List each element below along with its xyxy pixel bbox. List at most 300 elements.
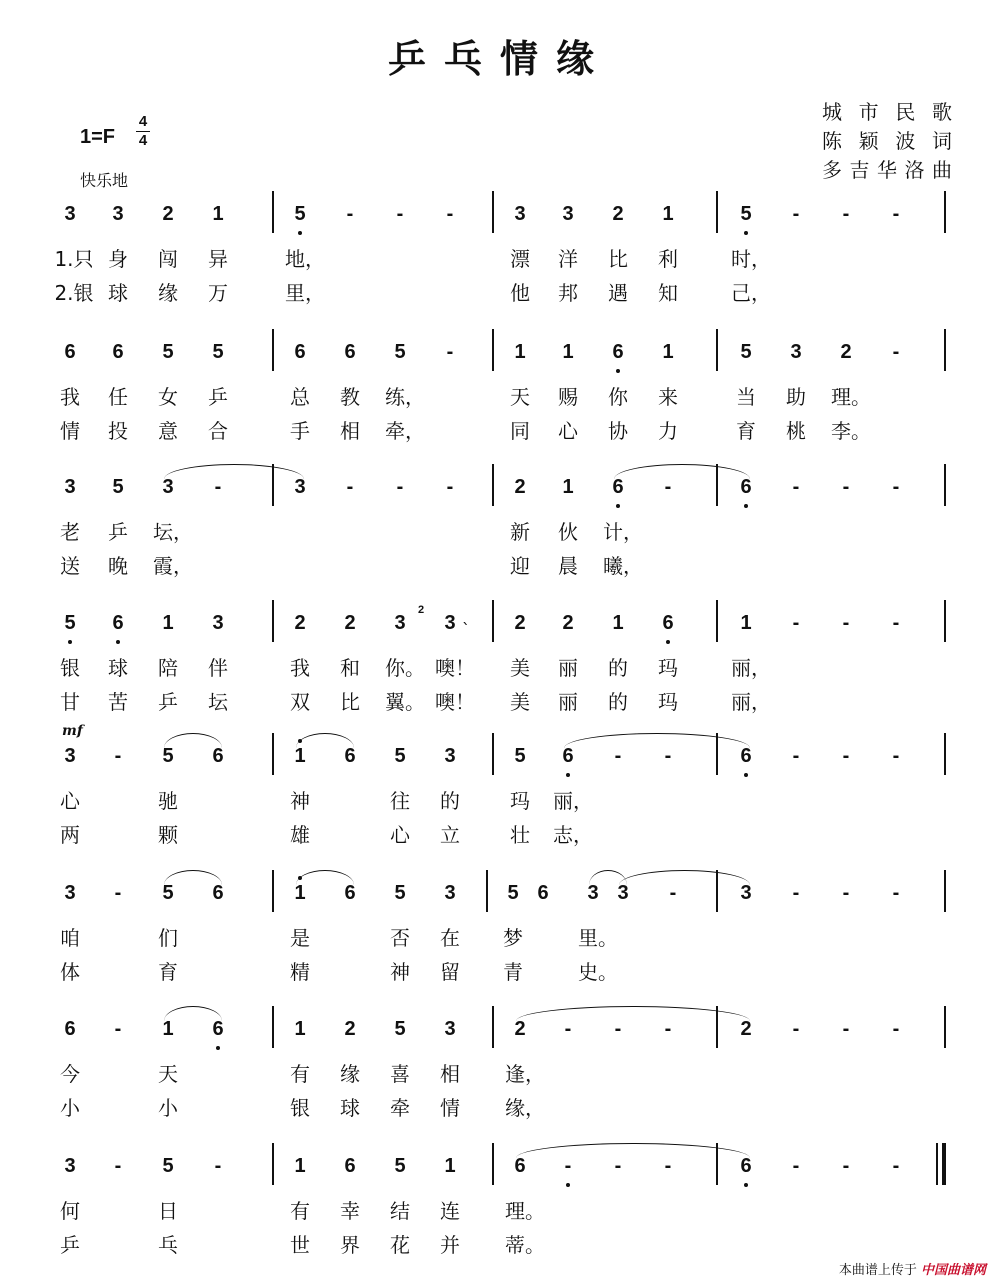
lyric-syllable: 壮 [510, 823, 530, 847]
lyric-syllable: 牵， [385, 419, 425, 443]
note: - [892, 1018, 900, 1040]
lyric-syllable: 坛 [208, 690, 228, 714]
note: 5 [58, 612, 82, 635]
note: 2 [294, 612, 306, 634]
note: 5 [162, 745, 174, 767]
lyric-syllable: 美 [510, 656, 530, 680]
barline [492, 464, 494, 506]
lyric-syllable: 计， [603, 520, 643, 544]
lyric-syllable: 时， [731, 247, 771, 271]
lyric-syllable: 教 [340, 385, 360, 409]
lyric-syllable: 噢！ [435, 690, 475, 714]
note: 6 [112, 341, 124, 363]
lyric-syllable: 坛， [153, 520, 193, 544]
lyric-syllable: 缘， [505, 1096, 545, 1120]
score-row [0, 604, 1000, 722]
tie [516, 1006, 750, 1021]
lyric-syllable: 缘 [340, 1062, 360, 1086]
note: 3 [64, 476, 76, 498]
barline [944, 464, 946, 506]
note: 5 [288, 203, 312, 226]
lyric-syllable: 2.银 [54, 281, 94, 305]
note: 1 [562, 341, 574, 363]
note: 6 [64, 1018, 76, 1040]
note: 2 [514, 612, 526, 634]
lyric-syllable: 留 [440, 960, 460, 984]
note: - [842, 203, 850, 225]
lyric-syllable: 练， [385, 385, 425, 409]
lyric-syllable: 的 [608, 656, 628, 680]
lyric-syllable: 两 [60, 823, 80, 847]
grace-note: 2 [418, 604, 425, 616]
barline [272, 329, 274, 371]
note: 5 [394, 1018, 406, 1040]
barline [272, 1143, 274, 1185]
lyric-syllable: 丽 [558, 690, 578, 714]
lyric-syllable: 小 [60, 1096, 80, 1120]
tie [164, 733, 222, 748]
note: 6 [656, 612, 680, 635]
note: 1 [514, 341, 526, 363]
barline [936, 1143, 938, 1185]
lyric-syllable: 心 [60, 789, 80, 813]
lyric-syllable: 心 [390, 823, 410, 847]
lyric-syllable: 情 [60, 419, 80, 443]
note: 2 [840, 341, 852, 363]
tie [164, 464, 304, 479]
note: 2 [514, 1018, 526, 1040]
lyric-syllable: 李。 [831, 419, 871, 443]
lyric-syllable: 苦 [108, 690, 128, 714]
lyric-syllable: 翼。 [385, 690, 425, 714]
note: 3 [617, 882, 629, 904]
lyric-syllable: 伙 [558, 520, 578, 544]
note: - [396, 476, 404, 498]
note: - [346, 203, 354, 225]
note: - [892, 1155, 900, 1177]
lyric-syllable: 情 [440, 1096, 460, 1120]
note: 6 [212, 882, 224, 904]
note: 3 [444, 1018, 456, 1040]
footer-site: 中国曲谱网 [920, 1263, 986, 1278]
lyric-syllable: 志， [553, 823, 593, 847]
lyric-syllable: 合 [208, 419, 228, 443]
lyric-syllable: 遇 [608, 281, 628, 305]
lyric-syllable: 晚 [108, 554, 128, 578]
note: 3 [64, 203, 76, 225]
lyric-syllable: 育 [736, 419, 756, 443]
lyric-syllable: 丽 [558, 656, 578, 680]
lyric-syllable: 小 [158, 1096, 178, 1120]
note: 5 [514, 745, 526, 767]
note: - [842, 1155, 850, 1177]
lyric-syllable: 有 [290, 1062, 310, 1086]
lyric-syllable: 神 [290, 789, 310, 813]
barline [944, 870, 946, 912]
note: 1 [288, 745, 312, 768]
note: 2 [514, 476, 526, 498]
note: - [396, 203, 404, 225]
note: 5 [394, 1155, 406, 1177]
lyric-syllable: 手 [290, 419, 310, 443]
note: - [614, 745, 622, 767]
note: 5 [162, 882, 174, 904]
barline [272, 870, 274, 912]
note: 5 [734, 203, 758, 226]
barline [944, 329, 946, 371]
lyric-syllable: 幸 [340, 1199, 360, 1223]
note: 1 [662, 203, 674, 225]
note: 6 [206, 1018, 230, 1041]
barline [492, 600, 494, 642]
lyric-syllable: 体 [60, 960, 80, 984]
barline [272, 733, 274, 775]
lyric-syllable: 万 [208, 281, 228, 305]
note: 5 [162, 341, 174, 363]
lyric-syllable: 来 [658, 385, 678, 409]
lyric-syllable: 理。 [831, 385, 871, 409]
tempo-marking: 快乐地 [80, 171, 129, 190]
note: 2 [344, 1018, 356, 1040]
lyric-syllable: 异 [208, 247, 228, 271]
lyric-syllable: 赐 [558, 385, 578, 409]
barline [492, 733, 494, 775]
note: 2 [740, 1018, 752, 1040]
note: 1 [662, 341, 674, 363]
time-signature [136, 114, 150, 149]
note: - [614, 1155, 622, 1177]
note: - [792, 612, 800, 634]
note: 2 [612, 203, 624, 225]
note: - [556, 1155, 580, 1178]
lyric-syllable: 乒 [60, 1233, 80, 1257]
note: 3 [64, 882, 76, 904]
lyric-syllable: 投 [108, 419, 128, 443]
credit-source: 城市民歌 [822, 100, 952, 124]
lyric-syllable: 喜 [390, 1062, 410, 1086]
lyric-syllable: 们 [158, 926, 178, 950]
lyric-syllable: 邦 [558, 281, 578, 305]
lyric-syllable: 桃 [786, 419, 806, 443]
score-row [0, 1018, 1000, 1128]
note: 3 [514, 203, 526, 225]
lyric-syllable: 玛 [510, 789, 530, 813]
lyric-syllable: 银 [290, 1096, 310, 1120]
note: - [114, 1018, 122, 1040]
lyric-syllable: 理。 [505, 1199, 545, 1223]
note: 5 [394, 745, 406, 767]
note: 1 [288, 882, 312, 905]
note: - [614, 1018, 622, 1040]
tie [164, 870, 222, 885]
lyric-syllable: 今 [60, 1062, 80, 1086]
note: - [792, 476, 800, 498]
barline [492, 1143, 494, 1185]
note: 5 [507, 882, 519, 904]
barline [492, 191, 494, 233]
note: 3 [394, 612, 406, 634]
note: 3 [790, 341, 802, 363]
lyric-syllable: 己， [731, 281, 771, 305]
note: - [842, 476, 850, 498]
tie [296, 733, 354, 748]
lyric-syllable: 缘 [158, 281, 178, 305]
lyric-syllable: 丽， [553, 789, 593, 813]
note: - [446, 476, 454, 498]
lyric-syllable: 连 [440, 1199, 460, 1223]
note: - [214, 1155, 222, 1177]
score-row [0, 341, 1000, 451]
note: 2 [562, 612, 574, 634]
note: - [664, 1155, 672, 1177]
lyric-syllable: 并 [440, 1233, 460, 1257]
lyric-syllable: 我 [290, 656, 310, 680]
lyric-syllable: 蒂。 [505, 1233, 545, 1257]
lyric-syllable: 曦， [603, 554, 643, 578]
note: 6 [294, 341, 306, 363]
note: 6 [344, 882, 356, 904]
note: - [346, 476, 354, 498]
lyric-syllable: 和 [340, 656, 360, 680]
score-row [0, 203, 1000, 313]
lyric-syllable: 玛 [658, 656, 678, 680]
note: 1 [612, 612, 624, 634]
lyric-syllable: 乒 [158, 690, 178, 714]
note: - [114, 745, 122, 767]
note: 1 [294, 1155, 306, 1177]
lyric-syllable: 神 [390, 960, 410, 984]
note: 3 [444, 612, 456, 634]
lyric-syllable: 相 [340, 419, 360, 443]
lyric-syllable: 往 [390, 789, 410, 813]
note: 6 [734, 1155, 758, 1178]
note: 3 [444, 745, 456, 767]
tie [164, 1006, 222, 1021]
time-bottom: 4 [138, 132, 148, 149]
note: 6 [606, 476, 630, 499]
lyric-syllable: 噢！ [435, 656, 475, 680]
lyric-syllable: 迎 [510, 554, 530, 578]
note: 3 [294, 476, 306, 498]
lyric-syllable: 牵 [390, 1096, 410, 1120]
lyric-syllable: 精 [290, 960, 310, 984]
note: 1 [740, 612, 752, 634]
lyric-syllable: 洋 [558, 247, 578, 271]
lyric-syllable: 闯 [158, 247, 178, 271]
score-row [0, 476, 1000, 586]
lyric-syllable: 乒 [108, 520, 128, 544]
note: 3 [562, 203, 574, 225]
note: - [446, 203, 454, 225]
lyric-syllable: 何 [60, 1199, 80, 1223]
barline [272, 600, 274, 642]
lyric-syllable: 育 [158, 960, 178, 984]
lyric-syllable: 总 [290, 385, 310, 409]
note: 6 [734, 745, 758, 768]
note: 5 [162, 1155, 174, 1177]
barline [944, 600, 946, 642]
lyric-syllable: 颗 [158, 823, 178, 847]
lyric-syllable: 丽， [731, 690, 771, 714]
lyric-syllable: 天 [158, 1062, 178, 1086]
note: 6 [606, 341, 630, 364]
tie [296, 870, 354, 885]
note: - [114, 882, 122, 904]
note: 1 [212, 203, 224, 225]
time-top: 4 [138, 113, 148, 130]
barline [272, 191, 274, 233]
lyric-syllable: 比 [608, 247, 628, 271]
note: 6 [734, 476, 758, 499]
lyric-syllable: 双 [290, 690, 310, 714]
final-barline [942, 1143, 946, 1185]
tie [619, 870, 750, 885]
lyric-syllable: 球 [108, 656, 128, 680]
note: 6 [212, 745, 224, 767]
footer [839, 1259, 986, 1278]
lyric-syllable: 有 [290, 1199, 310, 1223]
tie [516, 1143, 750, 1158]
note: - [114, 1155, 122, 1177]
note: - [664, 745, 672, 767]
credit-lyricist: 陈颖波词 [822, 129, 952, 153]
lyric-syllable: 知 [658, 281, 678, 305]
note: 6 [537, 882, 549, 904]
note: 2 [162, 203, 174, 225]
score-row [0, 723, 1000, 855]
note: - [669, 882, 677, 904]
note: 6 [514, 1155, 526, 1177]
lyric-syllable: 界 [340, 1233, 360, 1257]
note: 3 [587, 882, 599, 904]
lyric-syllable: 否 [390, 926, 410, 950]
lyric-syllable: 花 [390, 1233, 410, 1257]
barline [716, 600, 718, 642]
note: 6 [556, 745, 580, 768]
note: - [892, 341, 900, 363]
lyric-syllable: 结 [390, 1199, 410, 1223]
lyric-syllable: 是 [290, 926, 310, 950]
note: - [792, 203, 800, 225]
barline [716, 191, 718, 233]
note: 5 [740, 341, 752, 363]
lyric-syllable: 同 [510, 419, 530, 443]
note: 1 [162, 1018, 174, 1040]
note: 5 [212, 341, 224, 363]
barline [486, 870, 488, 912]
lyric-syllable: 乓 [158, 1233, 178, 1257]
note: 3 [162, 476, 174, 498]
lyric-syllable: 他 [510, 281, 530, 305]
note: - [842, 745, 850, 767]
note: 6 [344, 1155, 356, 1177]
lyric-syllable: 助 [786, 385, 806, 409]
lyric-syllable: 梦 [503, 926, 523, 950]
lyric-syllable: 的 [440, 789, 460, 813]
note: 3 [64, 745, 76, 767]
note: 6 [64, 341, 76, 363]
barline [272, 1006, 274, 1048]
note: - [792, 1018, 800, 1040]
score-row [0, 1155, 1000, 1265]
note: 1 [444, 1155, 456, 1177]
barline [944, 733, 946, 775]
lyric-syllable: 漂 [510, 247, 530, 271]
note: 3 [64, 1155, 76, 1177]
note: - [446, 341, 454, 363]
lyric-syllable: 你。 [385, 656, 425, 680]
key-signature: 1=F [80, 126, 116, 148]
lyric-syllable: 雄 [290, 823, 310, 847]
lyric-syllable: 咱 [60, 926, 80, 950]
note: 3 [444, 882, 456, 904]
note: 6 [344, 745, 356, 767]
lyric-syllable: 陪 [158, 656, 178, 680]
lyric-syllable: 立 [440, 823, 460, 847]
lyric-syllable: 丽， [731, 656, 771, 680]
lyric-syllable: 在 [440, 926, 460, 950]
footer-text: 本曲谱上传于 [838, 1263, 917, 1278]
note: 6 [106, 612, 130, 635]
song-title: 乒乓情缘 [387, 37, 612, 81]
note: 2 [344, 612, 356, 634]
lyric-syllable: 心 [558, 419, 578, 443]
lyric-syllable: 你 [608, 385, 628, 409]
lyric-syllable: 逢， [505, 1062, 545, 1086]
note: 5 [112, 476, 124, 498]
note: - [792, 1155, 800, 1177]
lyric-syllable: 的 [608, 690, 628, 714]
note: - [892, 476, 900, 498]
score-row [0, 882, 1000, 992]
note: 3 [112, 203, 124, 225]
note: - [214, 476, 222, 498]
dynamic-marking: mf [62, 723, 83, 739]
barline [492, 1006, 494, 1048]
lyric-syllable: 相 [440, 1062, 460, 1086]
lyric-syllable: 任 [108, 385, 128, 409]
lyric-syllable: 里。 [578, 926, 618, 950]
lyric-syllable: 老 [60, 520, 80, 544]
lyric-syllable: 协 [608, 419, 628, 443]
lyric-syllable: 世 [290, 1233, 310, 1257]
breath-mark-icon: ˎ [462, 606, 470, 625]
note: - [792, 882, 800, 904]
note: - [564, 1018, 572, 1040]
note: 5 [394, 341, 406, 363]
lyric-syllable: 当 [736, 385, 756, 409]
note: - [892, 745, 900, 767]
tie [564, 733, 750, 748]
note: - [792, 745, 800, 767]
lyric-syllable: 球 [108, 281, 128, 305]
credit-composer: 多吉华洛曲 [822, 158, 952, 182]
lyric-syllable: 送 [60, 554, 80, 578]
lyric-syllable: 比 [340, 690, 360, 714]
lyric-syllable: 我 [60, 385, 80, 409]
note: - [842, 1018, 850, 1040]
lyric-syllable: 美 [510, 690, 530, 714]
lyric-syllable: 驰 [158, 789, 178, 813]
lyric-syllable: 1.只 [54, 247, 94, 271]
note: - [842, 882, 850, 904]
note: - [892, 882, 900, 904]
note: 3 [740, 882, 752, 904]
barline [944, 191, 946, 233]
lyric-syllable: 史。 [578, 960, 618, 984]
credits [822, 98, 952, 185]
lyric-syllable: 晨 [558, 554, 578, 578]
